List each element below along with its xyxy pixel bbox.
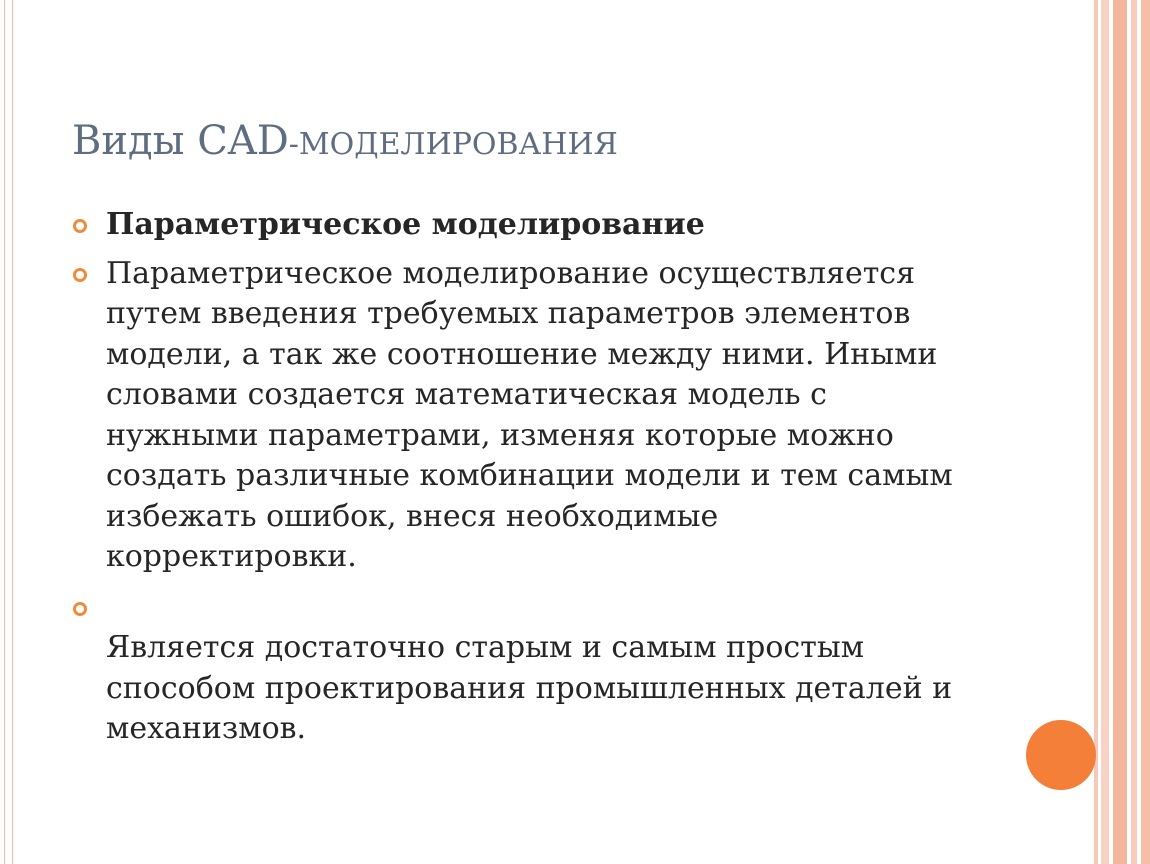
right-stripe [1131,0,1137,864]
right-stripe [1113,0,1127,864]
bullet-item [72,628,972,750]
bullet-item [72,588,972,629]
circle-outline-icon [73,268,87,282]
bullet-text: Является достаточно старым и самым простым способом проектирования промышленных деталей и механизмов. [106,630,953,746]
slide-title-main: Виды CAD [72,118,289,164]
bullet-list [72,205,972,760]
bullet-text: Параметрическое моделирование осуществляется путем введения требуемых параметров элементов модели, а так же соотношение между ними. Иными словами создается математическая модель с нужными параметрами, изменяя которые можно создать различные комбинации модели и тем самым избежать ошибок, внеся необходимые корректировки. [106,255,953,574]
bullet-text: Параметрическое моделирование [106,207,705,242]
slide-title [72,118,618,164]
left-border-line-inner [12,0,13,864]
orange-circle-decoration [1026,720,1096,790]
circle-outline-icon [73,219,87,233]
right-stripe [1094,0,1098,864]
bullet-item [72,254,972,578]
slide-title-smallcaps: -МОДЕЛИРОВАНИЯ [288,127,618,162]
right-stripe [1141,0,1150,864]
left-border-line [4,0,5,864]
right-stripe [1101,0,1109,864]
bullet-item [72,205,972,246]
circle-outline-icon [73,602,87,616]
